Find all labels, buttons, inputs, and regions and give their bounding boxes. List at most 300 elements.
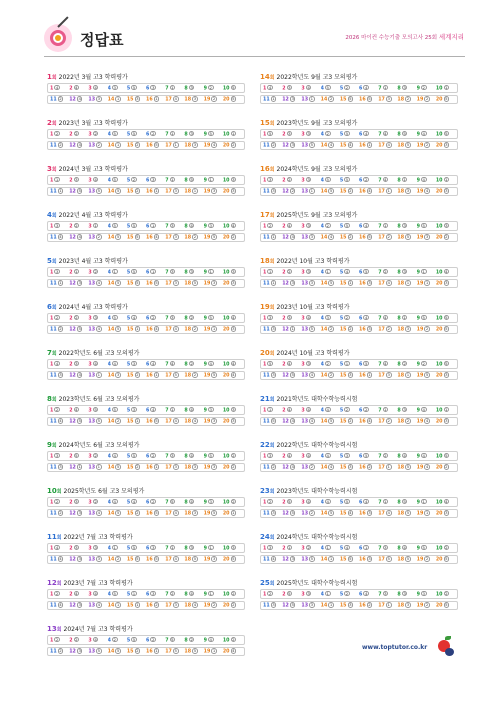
question-number: 3 bbox=[301, 315, 305, 321]
answer-cell bbox=[359, 464, 378, 470]
question-number: 4 bbox=[320, 223, 324, 229]
answer-row bbox=[260, 497, 458, 507]
answer-cell bbox=[69, 269, 88, 275]
answer-value: 3 bbox=[174, 234, 177, 240]
answer-value: 3 bbox=[368, 326, 371, 332]
answer-value: 2 bbox=[288, 268, 291, 274]
answer-value: 2 bbox=[59, 142, 62, 148]
question-number: 15 bbox=[339, 465, 347, 471]
answer-cell bbox=[204, 177, 223, 183]
answer-value: 5 bbox=[113, 314, 116, 320]
answer-value: 3 bbox=[307, 176, 310, 182]
answer-value: 3 bbox=[345, 452, 349, 458]
answer-cell bbox=[204, 85, 223, 91]
answer-cell bbox=[127, 372, 146, 378]
answer-cell bbox=[146, 648, 165, 654]
answer-cell bbox=[88, 602, 107, 608]
answer-cell bbox=[204, 464, 223, 470]
answer-cell bbox=[165, 510, 184, 516]
answer-value: 4 bbox=[368, 188, 371, 194]
question-number: 17 bbox=[165, 465, 172, 471]
question-number: 9 bbox=[203, 637, 207, 643]
answer-cell bbox=[359, 315, 378, 321]
question-number: 13 bbox=[301, 419, 309, 425]
answer-value: 1 bbox=[329, 602, 333, 608]
answer-cell bbox=[204, 280, 223, 286]
answer-value: 3 bbox=[171, 452, 174, 458]
question-number: 19 bbox=[203, 327, 211, 333]
answer-value: 4 bbox=[291, 234, 294, 240]
question-number: 7 bbox=[165, 637, 169, 643]
question-number: 18 bbox=[184, 419, 192, 425]
answer-value: 1 bbox=[209, 544, 212, 550]
answer-cell bbox=[340, 602, 359, 608]
answer-cell bbox=[50, 648, 69, 654]
answer-cell bbox=[146, 407, 165, 413]
question-number: 5 bbox=[126, 223, 131, 229]
exam-number-suffix: 회 bbox=[269, 121, 275, 127]
answer-value: 5 bbox=[310, 556, 314, 562]
exam-number-suffix: 회 bbox=[51, 121, 57, 127]
answer-cell bbox=[165, 602, 184, 608]
answer-value: 3 bbox=[151, 84, 155, 90]
answer-value: 4 bbox=[97, 280, 101, 286]
answer-cell bbox=[88, 453, 107, 459]
answer-value: 4 bbox=[307, 84, 310, 90]
answer-cell bbox=[69, 142, 88, 148]
answer-value: 3 bbox=[171, 268, 174, 274]
question-number: 17 bbox=[165, 143, 172, 149]
answer-cell bbox=[282, 326, 301, 332]
answer-cell bbox=[321, 453, 340, 459]
answer-value: 2 bbox=[406, 418, 410, 424]
answer-cell bbox=[321, 234, 340, 240]
answer-value: 2 bbox=[326, 360, 329, 366]
question-number: 20 bbox=[435, 235, 443, 241]
answer-value: 2 bbox=[368, 602, 371, 608]
answer-value: 3 bbox=[75, 544, 78, 550]
answer-value: 2 bbox=[55, 636, 59, 642]
question-number: 12 bbox=[282, 97, 289, 103]
answer-cell bbox=[184, 648, 203, 654]
answer-value: 3 bbox=[268, 452, 272, 458]
question-number: 8 bbox=[184, 591, 188, 597]
answer-value: 5 bbox=[268, 130, 272, 136]
answer-value: 4 bbox=[75, 590, 78, 596]
question-number: 11 bbox=[263, 557, 270, 563]
answer-value: 4 bbox=[59, 234, 62, 240]
question-number: 15 bbox=[126, 281, 134, 287]
answer-cell bbox=[301, 499, 320, 505]
answer-row bbox=[47, 463, 245, 473]
answer-value: 4 bbox=[190, 590, 193, 596]
exam-number-suffix: 회 bbox=[269, 535, 275, 541]
question-number: 9 bbox=[203, 315, 207, 321]
answer-value: 4 bbox=[329, 464, 333, 470]
question-number: 5 bbox=[339, 315, 344, 321]
answer-cell bbox=[50, 269, 69, 275]
question-number: 20 bbox=[435, 557, 443, 563]
answer-value: 2 bbox=[136, 372, 139, 378]
exam-name: 2023년 3월 고3 학력평가 bbox=[56, 120, 128, 127]
answer-value: 1 bbox=[155, 464, 158, 470]
question-number: 1 bbox=[263, 131, 267, 137]
answer-value: 4 bbox=[113, 498, 116, 504]
question-number: 5 bbox=[126, 499, 131, 505]
question-number: 16 bbox=[359, 373, 366, 379]
exam-number: 12 bbox=[47, 579, 57, 587]
answer-value: 3 bbox=[268, 544, 272, 550]
answer-cell bbox=[417, 372, 436, 378]
answer-cell bbox=[165, 96, 184, 102]
answer-value: 2 bbox=[232, 464, 235, 470]
question-number: 15 bbox=[126, 557, 134, 563]
answer-cell bbox=[88, 361, 107, 367]
question-number: 8 bbox=[184, 407, 188, 413]
question-number: 3 bbox=[301, 223, 305, 229]
question-number: 17 bbox=[165, 557, 172, 563]
question-number: 18 bbox=[397, 557, 405, 563]
question-number: 19 bbox=[416, 143, 424, 149]
answer-value: 3 bbox=[212, 418, 216, 424]
answer-value: 1 bbox=[171, 84, 174, 90]
question-number: 7 bbox=[165, 85, 169, 91]
answer-cell bbox=[127, 453, 146, 459]
answer-cell bbox=[165, 648, 184, 654]
answer-value: 2 bbox=[212, 602, 216, 608]
question-number: 16 bbox=[359, 143, 366, 149]
answer-cell bbox=[69, 280, 88, 286]
question-number: 10 bbox=[222, 269, 230, 275]
answer-cell bbox=[378, 418, 397, 424]
answer-value: 2 bbox=[422, 84, 425, 90]
answer-value: 4 bbox=[425, 418, 429, 424]
answer-cell bbox=[340, 407, 359, 413]
question-number: 16 bbox=[359, 97, 366, 103]
question-number: 4 bbox=[107, 361, 111, 367]
answer-value: 4 bbox=[364, 84, 368, 90]
question-number: 12 bbox=[69, 373, 76, 379]
question-number: 16 bbox=[146, 419, 153, 425]
answer-cell bbox=[88, 499, 107, 505]
answer-cell bbox=[378, 188, 397, 194]
answer-cell bbox=[88, 142, 107, 148]
answer-value: 2 bbox=[94, 268, 97, 274]
exam-number: 23 bbox=[260, 487, 270, 495]
exam-title bbox=[260, 578, 458, 589]
question-number: 17 bbox=[165, 511, 172, 517]
answer-cell bbox=[436, 131, 455, 137]
answer-value: 2 bbox=[55, 130, 59, 136]
question-number: 10 bbox=[435, 131, 443, 137]
question-number: 18 bbox=[397, 327, 405, 333]
exam-name: 2024년 10월 고3 학력평가 bbox=[274, 350, 350, 357]
question-number: 4 bbox=[107, 453, 111, 459]
question-number: 20 bbox=[222, 511, 230, 517]
answer-row bbox=[260, 555, 458, 565]
answer-cell bbox=[359, 372, 378, 378]
answer-cell bbox=[321, 326, 340, 332]
question-number: 16 bbox=[146, 281, 153, 287]
answer-value: 3 bbox=[406, 188, 410, 194]
answer-value: 2 bbox=[345, 406, 349, 412]
answer-cell bbox=[127, 96, 146, 102]
question-number: 2 bbox=[282, 453, 286, 459]
question-number: 6 bbox=[359, 177, 363, 183]
answer-value: 5 bbox=[329, 510, 333, 516]
question-number: 16 bbox=[146, 373, 153, 379]
answer-cell bbox=[223, 223, 242, 229]
question-number: 3 bbox=[301, 407, 305, 413]
question-number: 16 bbox=[359, 327, 366, 333]
question-number: 7 bbox=[165, 361, 169, 367]
exam-number: 11 bbox=[47, 533, 57, 541]
answer-row bbox=[47, 405, 245, 415]
question-number: 8 bbox=[184, 85, 188, 91]
question-number: 7 bbox=[165, 269, 169, 275]
answer-value: 1 bbox=[232, 130, 235, 136]
answer-cell bbox=[359, 499, 378, 505]
answer-value: 3 bbox=[55, 268, 59, 274]
exam-block bbox=[47, 118, 245, 164]
question-number: 15 bbox=[339, 327, 347, 333]
answer-value: 3 bbox=[78, 602, 81, 608]
question-number: 7 bbox=[378, 545, 382, 551]
exam-block bbox=[260, 440, 458, 486]
answer-value: 5 bbox=[193, 280, 197, 286]
question-number: 8 bbox=[184, 315, 188, 321]
answer-value: 5 bbox=[155, 556, 158, 562]
answer-cell bbox=[108, 372, 127, 378]
answer-value: 4 bbox=[212, 142, 216, 148]
answer-row bbox=[260, 463, 458, 473]
answer-cell bbox=[321, 499, 340, 505]
answer-value: 1 bbox=[212, 648, 216, 654]
answer-cell bbox=[321, 510, 340, 516]
answer-cell bbox=[397, 556, 416, 562]
answer-value: 3 bbox=[94, 314, 97, 320]
answer-value: 3 bbox=[307, 590, 310, 596]
answer-value: 4 bbox=[155, 326, 158, 332]
answer-value: 4 bbox=[403, 452, 406, 458]
question-number: 20 bbox=[435, 189, 443, 195]
answer-value: 5 bbox=[310, 326, 314, 332]
answer-value: 4 bbox=[190, 452, 193, 458]
answer-value: 3 bbox=[403, 406, 406, 412]
answer-value: 4 bbox=[307, 314, 310, 320]
answer-cell bbox=[50, 188, 69, 194]
site-url[interactable]: www.toptutor.co.kr bbox=[362, 644, 428, 651]
answer-cell bbox=[50, 315, 69, 321]
answer-cell bbox=[88, 464, 107, 470]
question-number: 8 bbox=[184, 545, 188, 551]
answer-cell bbox=[88, 131, 107, 137]
question-number: 13 bbox=[88, 603, 96, 609]
answer-row bbox=[260, 313, 458, 323]
answer-value: 3 bbox=[307, 222, 310, 228]
answer-cell bbox=[184, 464, 203, 470]
answer-value: 2 bbox=[212, 96, 216, 102]
answer-value: 5 bbox=[422, 222, 425, 228]
answer-value: 3 bbox=[384, 590, 387, 596]
question-number: 3 bbox=[88, 269, 92, 275]
question-number: 2 bbox=[69, 591, 73, 597]
answer-cell bbox=[50, 545, 69, 551]
answer-value: 3 bbox=[193, 510, 197, 516]
answer-value: 5 bbox=[288, 498, 291, 504]
question-number: 13 bbox=[88, 189, 96, 195]
question-number: 4 bbox=[107, 591, 111, 597]
answer-value: 5 bbox=[422, 544, 425, 550]
question-number: 1 bbox=[50, 499, 54, 505]
answer-value: 2 bbox=[190, 314, 193, 320]
exam-name: 2023학년도 6월 고3 모의평가 bbox=[56, 396, 140, 403]
question-number: 2 bbox=[282, 407, 286, 413]
question-number: 18 bbox=[397, 281, 405, 287]
answer-row bbox=[260, 129, 458, 139]
question-number: 2 bbox=[282, 361, 286, 367]
answer-value: 3 bbox=[291, 96, 294, 102]
answer-cell bbox=[417, 602, 436, 608]
answer-value: 5 bbox=[403, 498, 406, 504]
answer-value: 4 bbox=[326, 452, 329, 458]
question-number: 3 bbox=[301, 85, 305, 91]
answer-value: 5 bbox=[232, 556, 235, 562]
question-number: 12 bbox=[282, 603, 289, 609]
answer-value: 4 bbox=[97, 602, 101, 608]
answer-cell bbox=[301, 234, 320, 240]
answer-cell bbox=[282, 464, 301, 470]
answer-value: 2 bbox=[364, 406, 368, 412]
answer-cell bbox=[146, 361, 165, 367]
answer-value: 5 bbox=[132, 452, 136, 458]
answer-value: 3 bbox=[97, 96, 101, 102]
answer-value: 2 bbox=[116, 556, 120, 562]
question-number: 13 bbox=[88, 419, 96, 425]
question-number: 17 bbox=[378, 189, 385, 195]
question-number: 15 bbox=[126, 235, 134, 241]
answer-value: 4 bbox=[174, 96, 177, 102]
answer-value: 3 bbox=[307, 360, 310, 366]
question-number: 8 bbox=[397, 269, 401, 275]
answer-cell bbox=[204, 453, 223, 459]
exam-number: 25 bbox=[260, 579, 270, 587]
answer-value: 4 bbox=[209, 636, 212, 642]
question-number: 14 bbox=[320, 419, 328, 425]
answer-cell bbox=[50, 85, 69, 91]
answer-cell bbox=[378, 142, 397, 148]
question-number: 3 bbox=[88, 223, 92, 229]
answer-cell bbox=[436, 556, 455, 562]
question-number: 5 bbox=[126, 637, 131, 643]
answer-cell bbox=[417, 591, 436, 597]
answer-cell bbox=[146, 602, 165, 608]
answer-row bbox=[47, 543, 245, 553]
answer-cell bbox=[69, 177, 88, 183]
question-number: 12 bbox=[282, 143, 289, 149]
question-number: 6 bbox=[359, 407, 363, 413]
page-subtitle bbox=[345, 32, 464, 41]
answer-cell bbox=[127, 280, 146, 286]
answer-cell bbox=[184, 280, 203, 286]
question-number: 3 bbox=[88, 407, 92, 413]
answer-value: 3 bbox=[94, 544, 97, 550]
answer-value: 2 bbox=[387, 326, 390, 332]
answer-cell bbox=[301, 177, 320, 183]
answer-cell bbox=[397, 407, 416, 413]
answer-value: 1 bbox=[174, 142, 177, 148]
answer-value: 1 bbox=[94, 222, 97, 228]
answer-cell bbox=[263, 326, 282, 332]
question-number: 4 bbox=[107, 545, 111, 551]
answer-cell bbox=[146, 177, 165, 183]
answer-cell bbox=[69, 223, 88, 229]
answer-cell bbox=[127, 177, 146, 183]
answer-value: 4 bbox=[425, 188, 429, 194]
question-number: 10 bbox=[222, 545, 230, 551]
answer-cell bbox=[321, 177, 340, 183]
question-number: 20 bbox=[222, 143, 230, 149]
answer-row bbox=[260, 543, 458, 553]
exam-block bbox=[260, 302, 458, 348]
answer-cell bbox=[301, 96, 320, 102]
exam-number-suffix: 회 bbox=[269, 443, 275, 449]
answer-value: 5 bbox=[364, 452, 368, 458]
answer-value: 3 bbox=[445, 372, 448, 378]
question-number: 8 bbox=[397, 177, 401, 183]
answer-cell bbox=[127, 269, 146, 275]
answer-value: 3 bbox=[272, 510, 275, 516]
answer-value: 3 bbox=[232, 326, 235, 332]
question-number: 4 bbox=[320, 85, 324, 91]
answer-cell bbox=[165, 556, 184, 562]
answer-row bbox=[47, 451, 245, 461]
subject-name: 세계지리 bbox=[438, 33, 464, 41]
answer-value: 1 bbox=[445, 176, 448, 182]
answer-cell bbox=[340, 326, 359, 332]
answer-row bbox=[260, 267, 458, 277]
answer-value: 3 bbox=[75, 360, 78, 366]
answer-cell bbox=[127, 637, 146, 643]
question-number: 10 bbox=[222, 361, 230, 367]
answer-cell bbox=[340, 464, 359, 470]
question-number: 16 bbox=[359, 419, 366, 425]
question-number: 11 bbox=[263, 281, 270, 287]
answer-cell bbox=[69, 418, 88, 424]
question-number: 13 bbox=[301, 557, 309, 563]
answer-value: 2 bbox=[151, 498, 155, 504]
exam-title bbox=[260, 532, 458, 543]
answer-value: 3 bbox=[151, 590, 155, 596]
answer-value: 5 bbox=[136, 280, 139, 286]
question-number: 2 bbox=[282, 177, 286, 183]
answer-cell bbox=[263, 361, 282, 367]
answer-cell bbox=[321, 361, 340, 367]
answer-cell bbox=[378, 326, 397, 332]
question-number: 6 bbox=[146, 177, 150, 183]
answer-value: 1 bbox=[384, 222, 387, 228]
answer-cell bbox=[397, 602, 416, 608]
question-number: 9 bbox=[203, 85, 207, 91]
question-number: 1 bbox=[263, 85, 267, 91]
answer-value: 5 bbox=[116, 280, 120, 286]
answer-cell bbox=[223, 602, 242, 608]
answer-cell bbox=[146, 280, 165, 286]
answer-value: 3 bbox=[445, 188, 448, 194]
answer-value: 3 bbox=[272, 602, 275, 608]
answer-cell bbox=[204, 142, 223, 148]
question-number: 14 bbox=[107, 557, 115, 563]
